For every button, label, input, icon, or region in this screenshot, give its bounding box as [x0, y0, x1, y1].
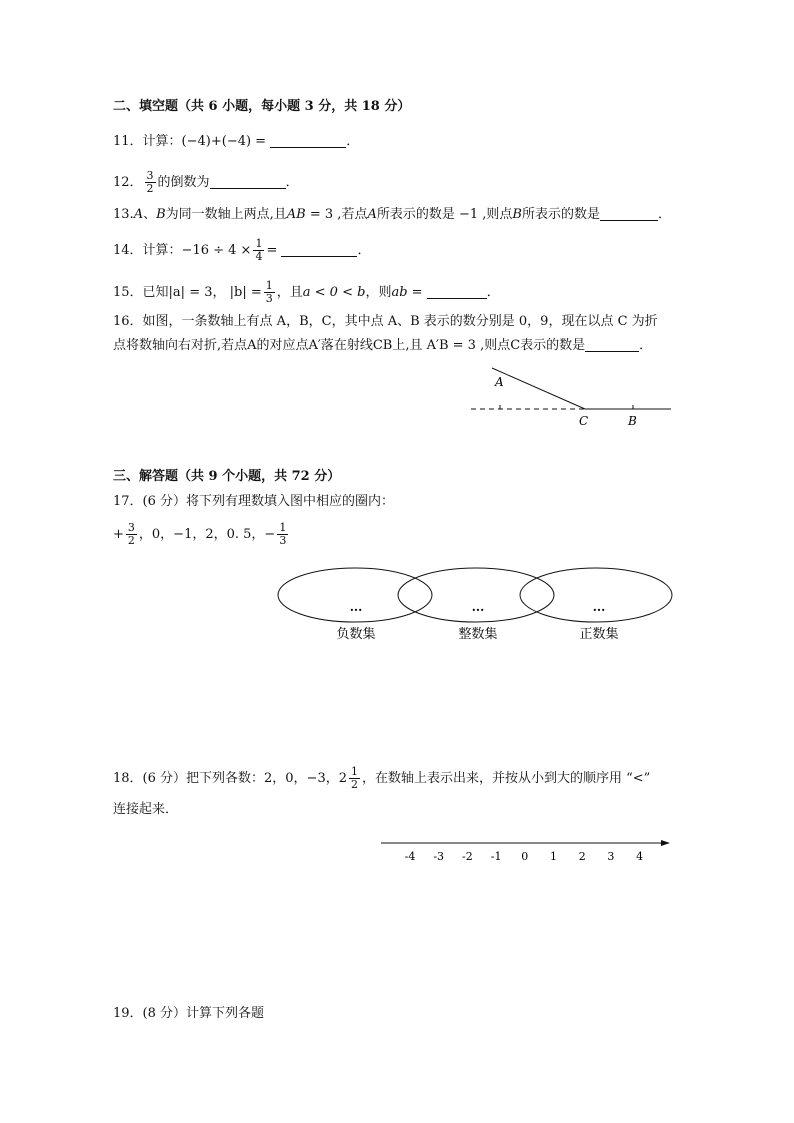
question-13: 13.A、B为同一数轴上两点,且AB = 3 ,若点A所表示的数是 −1 ,则点B所表示的数是 ． — [113, 207, 671, 222]
question-16-line-1: 16．如图，一条数轴上有点 A，B，C，其中点 A、B 表示的数分别是 0，9，现在以点 C 为折 — [113, 314, 658, 329]
label-c: C — [579, 414, 589, 428]
number-line-tick-label: -1 — [490, 850, 502, 863]
question-15: 15．已知|a| = 3， |b| = $\frac{1}{3}$ ，且a < 0 < b，则ab = ． — [113, 279, 500, 305]
number-line-tick-label: 4 — [636, 850, 644, 863]
q12-label: 12． — [113, 175, 143, 190]
question-17: 17．(6 分）将下列有理数填入图中相应的圈内： — [113, 494, 395, 509]
integer-set-label: 整数集 — [458, 627, 498, 642]
question-18-line-2: 连接起来． — [113, 802, 179, 817]
negative-set-dots: ... — [349, 600, 363, 614]
question-19: 19．(8 分）计算下列各题 — [113, 1006, 265, 1021]
q15-fraction: $\frac{1}{3}$ — [265, 279, 273, 305]
q11-expression: (−4)+(−4) = — [181, 134, 267, 149]
question-11: 11．计算：(−4)+(−4) = ． — [113, 134, 360, 149]
number-line-arrow — [661, 840, 670, 846]
question-18: 18．(6 分）把下列各数：2，0，−3，2 $\frac{1}{2}$ ，在数轴上表示出来，并按从小到大的顺序用 “<” — [113, 765, 651, 791]
number-line-tick-label: -3 — [433, 850, 445, 863]
question-12: 12． $\frac{3}{2}$ 的倒数为 ． — [113, 169, 299, 195]
negative-set-label: 负数集 — [336, 627, 376, 642]
q17-sets-diagram — [270, 565, 680, 650]
section-2-title: 二、填空题（共 6 小题，每小题 3 分，共 18 分） — [113, 99, 411, 114]
number-line-tick-label: -2 — [462, 850, 473, 863]
q12-text: 的倒数为 — [157, 175, 210, 190]
question-16-line-2: 点将数轴向右对折,若点A的对应点A′落在射线CB上,且 A′B = 3 ,则点C表示的数是 ． — [113, 338, 653, 353]
question-14: 14．计算：−16 ÷ 4 × $\frac{1}{4}$ = ． — [113, 237, 371, 263]
positive-set-label: 正数集 — [579, 627, 619, 642]
q11-answer-blank[interactable] — [270, 133, 346, 148]
number-line-tick-label: 0 — [521, 850, 529, 863]
section-3-title: 三、解答题（共 9 个小题，共 72 分） — [113, 469, 341, 484]
q17-number-list: + $\frac{3}{2}$ ，0，−1，2，0. 5，− $\frac{1}{3}$ — [113, 521, 287, 547]
integer-set-dots: ... — [471, 600, 485, 614]
q13-answer-blank[interactable] — [600, 206, 658, 221]
label-b: B — [628, 414, 637, 428]
label-a: A — [495, 375, 504, 389]
q14-answer-blank[interactable] — [281, 242, 357, 257]
q12-fraction: $\frac{3}{2}$ — [146, 169, 154, 195]
positive-set-dots: ... — [592, 600, 606, 614]
q15-answer-blank[interactable] — [427, 284, 487, 299]
number-line-tick-label: 2 — [578, 850, 586, 863]
q11-label: 11．计算： — [113, 134, 182, 149]
number-line-tick-label: 3 — [607, 850, 615, 863]
q18-number-line — [378, 834, 678, 866]
number-line-tick-label: 1 — [550, 850, 557, 863]
q14-fraction: $\frac{1}{4}$ — [255, 237, 263, 263]
q16-answer-blank[interactable] — [585, 337, 639, 352]
fold-ray-line — [492, 368, 585, 409]
q16-fold-figure — [465, 362, 680, 434]
q12-answer-blank[interactable] — [210, 174, 286, 189]
number-line-tick-label: -4 — [404, 850, 416, 863]
